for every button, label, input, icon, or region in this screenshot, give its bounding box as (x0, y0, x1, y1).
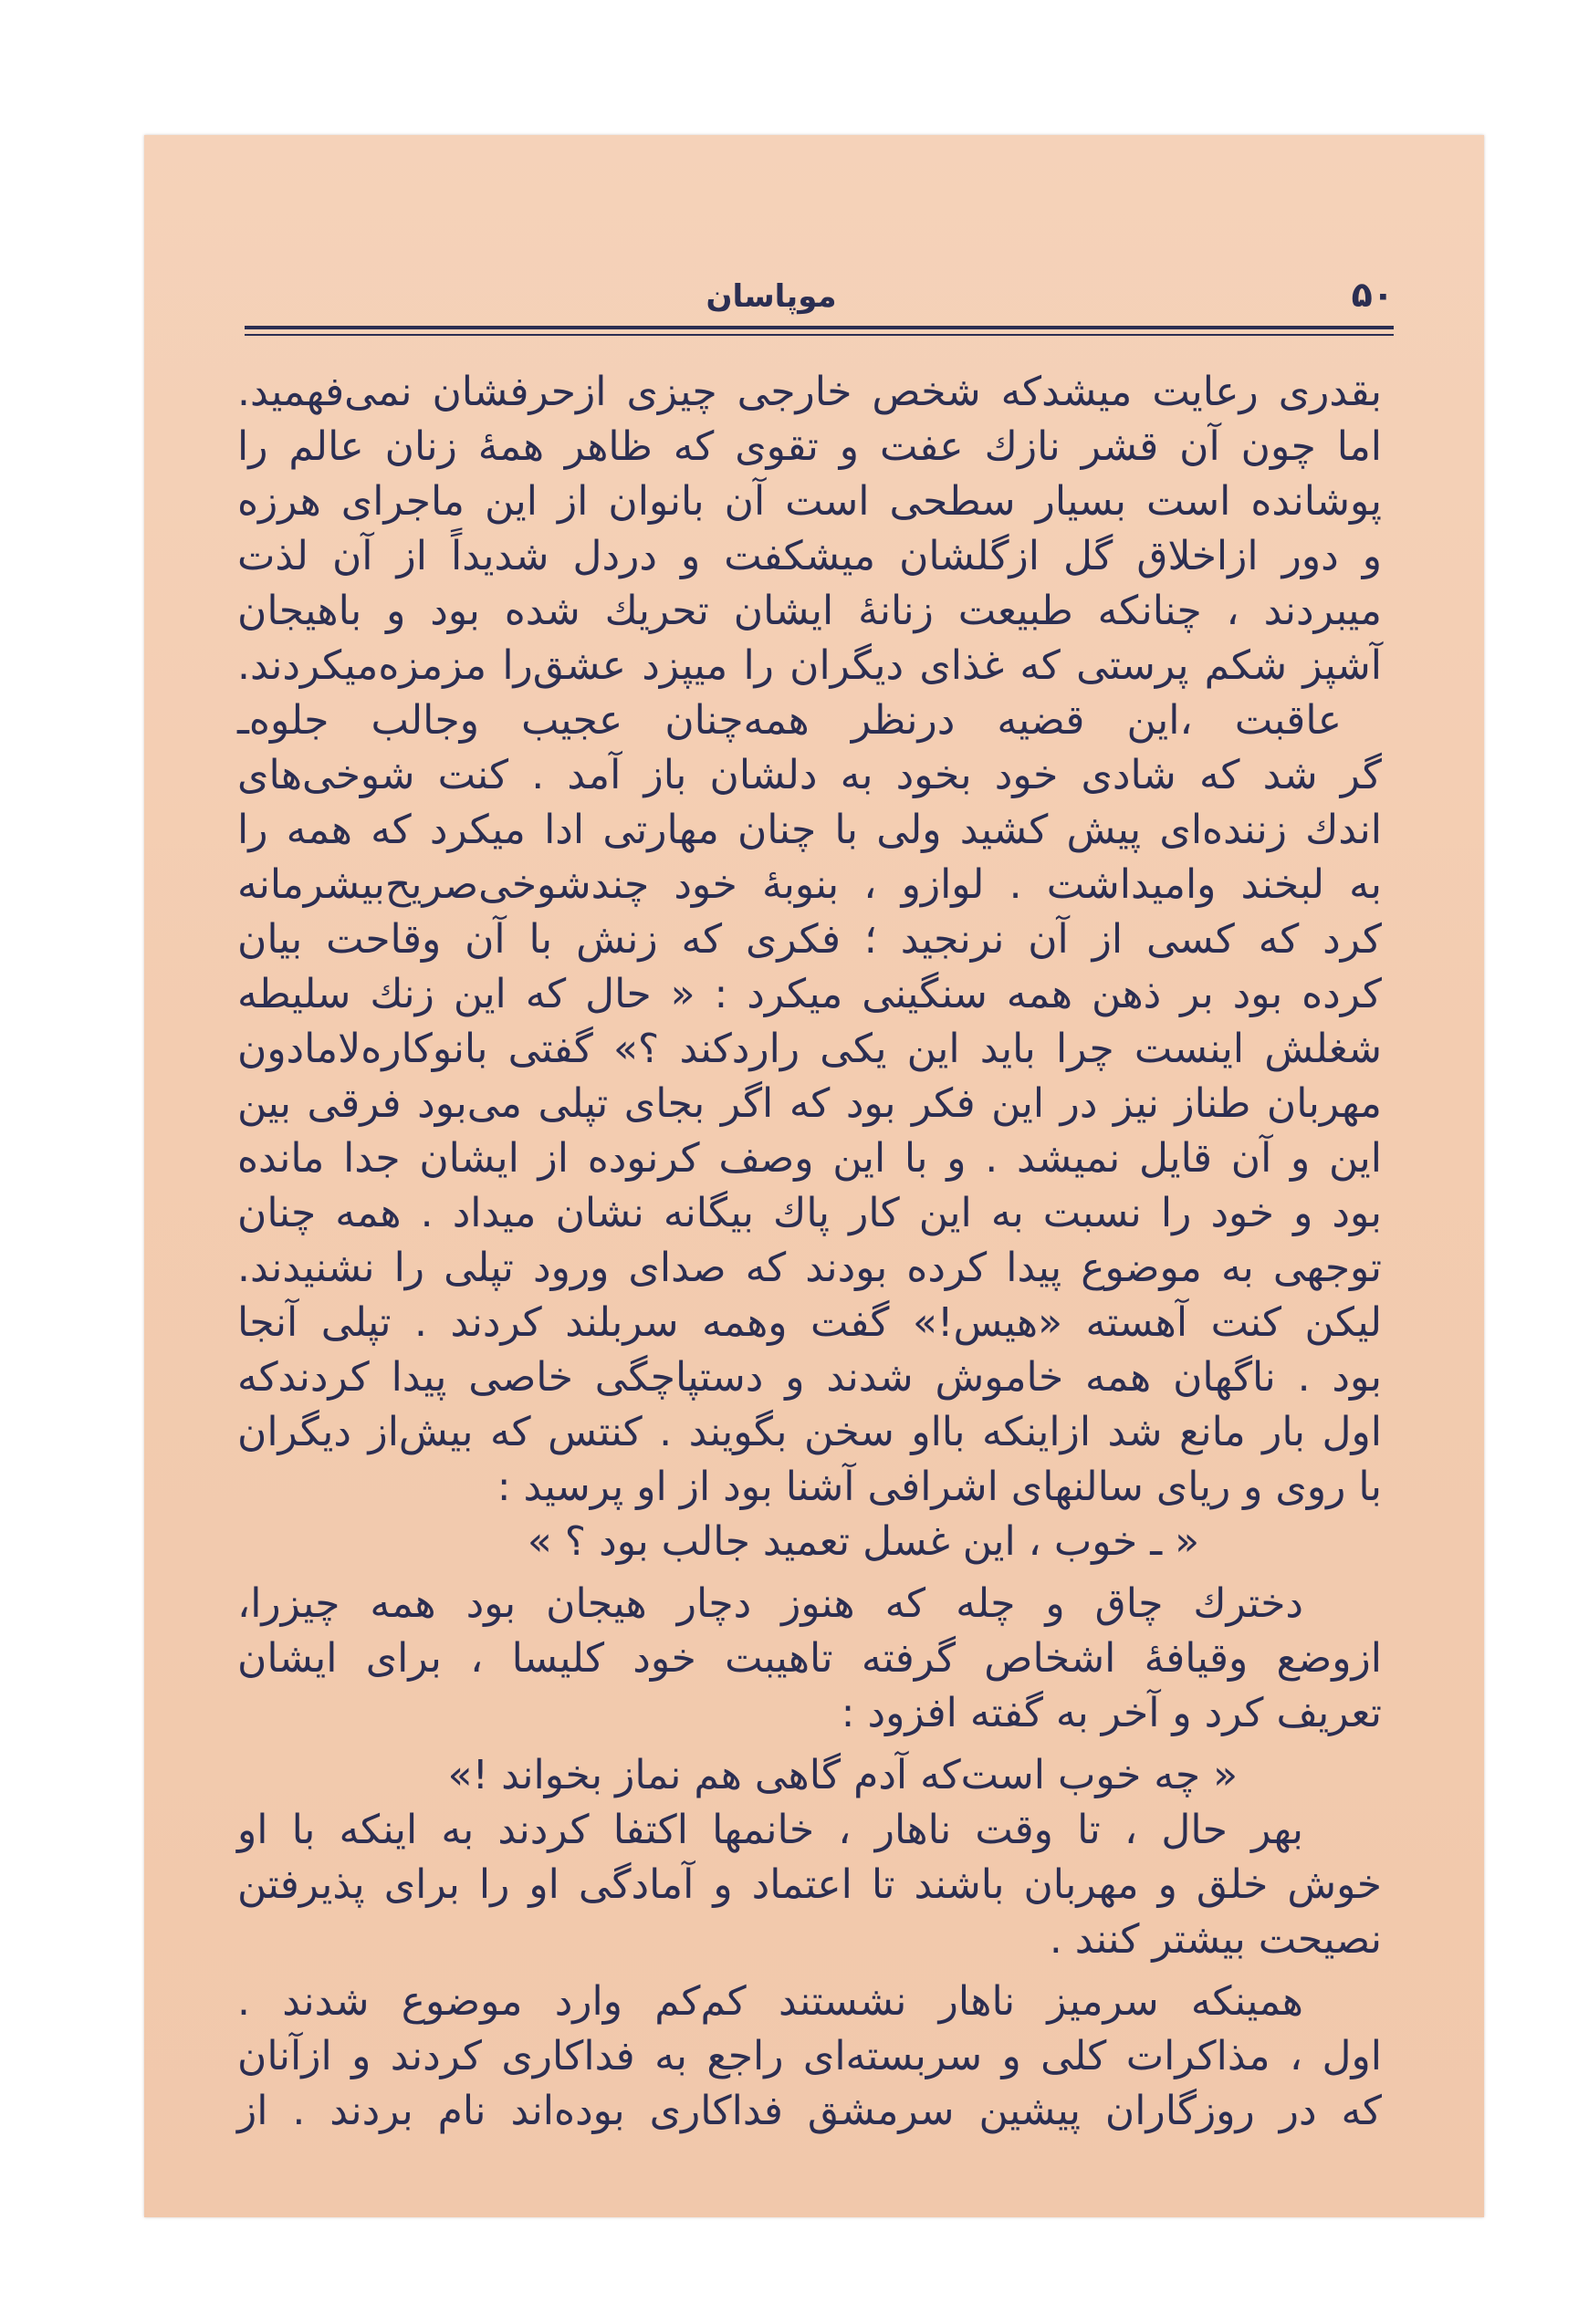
quote-line: « چه خوب است‌که آدم گاهی هم نماز بخواند !» (447, 1752, 1238, 1798)
text-line: پوشانده است بسیار سطحی است آن بانوان از این ماجرای هرزه (237, 478, 1382, 525)
text-line: مهربان طناز نیز در این فکر بود که اگر بجای تپلی می‌بود فرقی بین (237, 1080, 1382, 1127)
text-line: شغلش اینست چرا باید این یکی راردکند ؟» گفتی بانوکاره‌لامادون (237, 1026, 1382, 1072)
text-line: بهر حال ، تا وقت ناهار ، خانمها اکتفا کردند به اینکه با او (237, 1807, 1303, 1853)
text-line: گر شد که شادی خود بخود به دلشان باز آمد . کنت شوخی‌های (237, 752, 1382, 798)
text-line: کرده بود بر ذهن همه سنگینی میکرد : « حال که این زنك سلیطه (237, 971, 1382, 1017)
text-line: بقدری رعایت میشدکه شخص خارجی چیزی ازحرفشان نمی‌فهمید. (237, 369, 1382, 415)
text-line: این و آن قایل نمیشد . و با این وصف کرنوده از ایشان جدا مانده (237, 1135, 1382, 1182)
text-line: اما چون آن قشر نازك عفت و تقوی که ظاهر همهٔ زنان عالم را (237, 423, 1382, 470)
text-line: همینکه سرمیز ناهار نشستند کم‌کم وارد موضوع شدند . (237, 1978, 1303, 2025)
text-line: کرد که کسی از آن نرنجید ؛ فکری که زنش با آن وقاحت بیان (237, 916, 1382, 963)
text-line: میبردند ، چنانکه طبیعت زنانهٔ ایشان تحریك شده بود و باهیجان (237, 588, 1382, 634)
text-line: توجهی به موضوع پیدا کرده بودند که صدای ورود تپلی را نشنیدند. (237, 1245, 1382, 1291)
text-line: اندك زننده‌ای پیش کشید ولی با چنان مهارتی ادا میکرد که همه را (237, 807, 1382, 853)
text-line: به لبخند وامیداشت . لوازو ، بنوبهٔ خود چندشوخی‌صریح‌بیشرمانه (237, 861, 1382, 908)
running-title: موپاسان (706, 278, 837, 315)
text-line: و دور ازاخلاق گل ازگلشان میشکفت و دردل شدیداً از آن لذت (237, 533, 1382, 579)
text-line: تعریف کرد و آخر به گفته افزود : (841, 1690, 1382, 1736)
page-number: ۵۰ (1351, 275, 1394, 315)
text-line: نصیحت بیشتر کنند . (1049, 1916, 1382, 1963)
text-line: لیکن کنت آهسته «هیس!» گفت وهمه سربلند کردند . تپلی آنجا (237, 1299, 1382, 1346)
text-line: که در روزگاران پیشین سرمشق فداکاری بوده‌اند نام بردند . از (237, 2088, 1382, 2134)
text-line: دخترك چاق و چله که هنوز دچار هیجان بود همه چیزرا، (237, 1580, 1303, 1627)
header-rule (245, 326, 1394, 336)
text-line: اول بار مانع شد ازاینکه بااو سخن بگویند . کنتس که بیش‌از دیگران (237, 1409, 1382, 1455)
text-line: خوش خلق و مهربان باشند تا اعتماد و آمادگی او را برای پذیرفتن (237, 1861, 1382, 1908)
text-line: با روی و ریای سالنهای اشرافی آشنا بود از او پرسید : (497, 1464, 1382, 1510)
text-line: آشپز شکم پرستی که غذای دیگران را میپزد عشق‌را مزمزه‌میکردند. (237, 642, 1382, 689)
text-line: ازوضع وقیافهٔ اشخاص گرفته تاهیبت خود کلیسا ، برای ایشان (237, 1635, 1382, 1682)
text-line: عاقبت ،این قضیه درنظر همه‌چنان عجیب وجالب جلوه‌ـ (237, 697, 1342, 744)
body-text (237, 365, 1382, 2139)
text-line: بود و خود را نسبت به این کار پاك بیگانه نشان میداد . همه چنان (237, 1190, 1382, 1236)
text-line: اول ، مذاکرات کلی و سربسته‌ای راجع به فداکاری کردند و ازآنان (237, 2033, 1382, 2079)
quote-line: « ـ خوب ، این غسل تعمید جالب بود ؟ » (527, 1518, 1199, 1565)
text-line: بود . ناگهان همه خاموش شدند و دستپاچگی خاصی پیدا کردندکه (237, 1354, 1382, 1401)
